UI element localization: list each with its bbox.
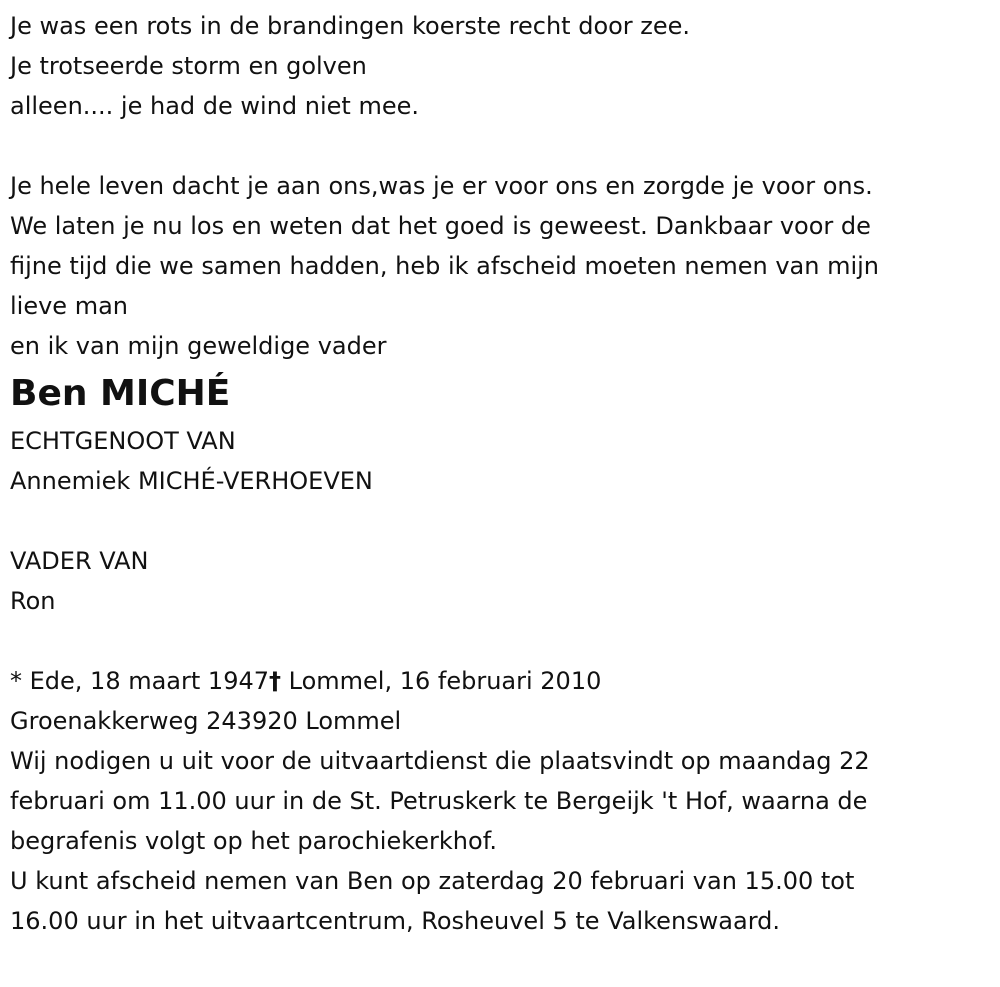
details-line: februari om 11.00 uur in de St. Petruskerk te Bergeijk 't Hof, waarna de xyxy=(10,787,868,815)
spouse-name: Annemiek MICHÉ-VERHOEVEN xyxy=(10,467,373,495)
intro-line: Je hele leven dacht je aan ons,was je er voor ons en zorgde je voor ons. xyxy=(10,172,873,200)
intro-text xyxy=(10,166,990,366)
deceased-name: Ben MICHÉ xyxy=(10,373,231,414)
intro-line: en ik van mijn geweldige vader xyxy=(10,332,387,360)
death-date: Lommel, 16 februari 2010 xyxy=(281,667,602,695)
spouse-section xyxy=(10,421,990,501)
poem-line: Je trotseerde storm en golven xyxy=(10,52,367,80)
spacer xyxy=(10,126,990,166)
spacer xyxy=(10,501,990,541)
spouse-heading: ECHTGENOOT VAN xyxy=(10,427,236,455)
intro-line: We laten je nu los en weten dat het goed is geweest. Dankbaar voor de xyxy=(10,212,871,240)
details-line: U kunt afscheid nemen van Ben op zaterdag 20 februari van 15.00 tot xyxy=(10,867,855,895)
poem-line: alleen.... je had de wind niet mee. xyxy=(10,92,419,120)
life-dates xyxy=(10,661,990,701)
details-line: begrafenis volgt op het parochiekerkhof. xyxy=(10,827,498,855)
address: Groenakkerweg 243920 Lommel xyxy=(10,707,402,735)
cross-icon: † xyxy=(269,667,281,695)
birth-date: * Ede, 18 maart 1947 xyxy=(10,667,269,695)
poem xyxy=(10,6,990,126)
poem-line: Je was een rots in de brandingen koerste recht door zee. xyxy=(10,12,691,40)
funeral-details xyxy=(10,741,990,941)
details-line: 16.00 uur in het uitvaartcentrum, Rosheuvel 5 te Valkenswaard. xyxy=(10,907,781,935)
intro-line: lieve man xyxy=(10,292,128,320)
children-name: Ron xyxy=(10,587,56,615)
children-section xyxy=(10,541,990,621)
intro-line: fijne tijd die we samen hadden, heb ik afscheid moeten nemen van mijn xyxy=(10,252,880,280)
obituary-notice xyxy=(10,6,990,941)
details-line: Wij nodigen u uit voor de uitvaartdienst die plaatsvindt op maandag 22 xyxy=(10,747,870,775)
spacer xyxy=(10,621,990,661)
children-heading: VADER VAN xyxy=(10,547,149,575)
